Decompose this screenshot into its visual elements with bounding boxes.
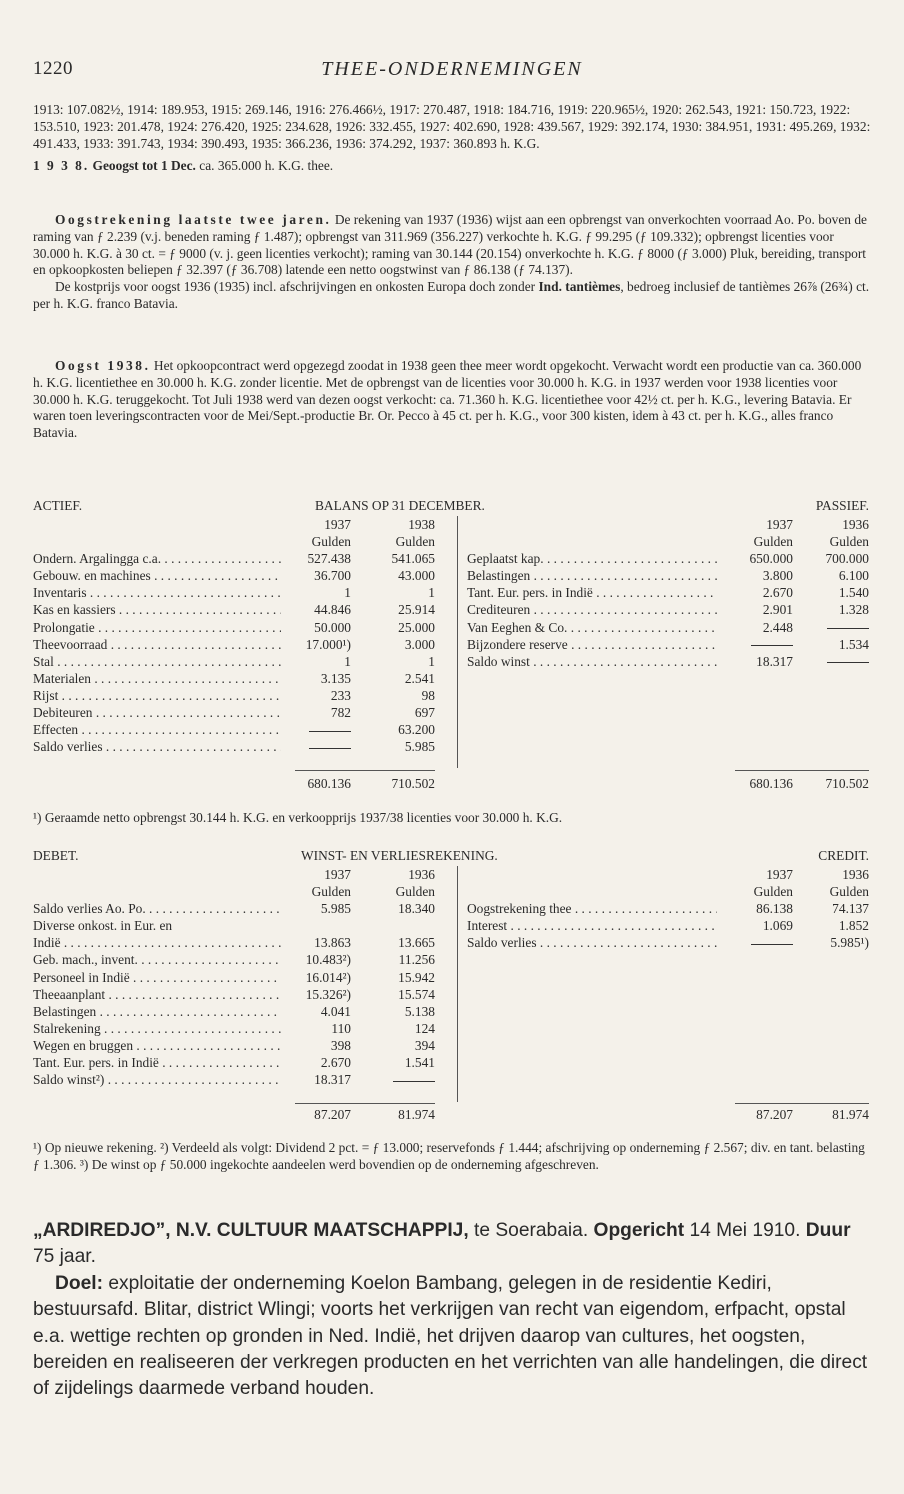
balance-row xyxy=(33,738,871,755)
harvest-1938-section xyxy=(33,358,871,442)
balance-right-label: Geplaatst kap. . . . xyxy=(467,550,717,567)
balance-left-value-1: 1 xyxy=(344,653,351,669)
pl-left-value-2: 15.942 xyxy=(398,969,435,985)
pl-total-left-2: 81.974 xyxy=(398,1107,435,1123)
balance-left-value-2: 25.914 xyxy=(398,602,435,618)
balance-left-value-1 xyxy=(283,721,351,738)
year-1938-label: 1 9 3 8. xyxy=(33,158,90,174)
pl-total-left-1: 87.207 xyxy=(314,1107,351,1123)
pl-left-value-1: 398 xyxy=(330,1037,351,1053)
pl-left-value-2: 1.541 xyxy=(404,1055,435,1071)
pl-rows xyxy=(33,900,871,1088)
pl-left-total-rule xyxy=(295,1103,435,1104)
balance-right-label: Crediteuren . . . xyxy=(467,601,717,618)
balance-left-label: Gebouw. en machines . . . xyxy=(33,567,281,584)
pl-right-label: Interest . . . xyxy=(467,917,717,934)
pl-left-label: Diverse onkost. in Eur. en xyxy=(33,918,173,934)
pl-total-right-1: 87.207 xyxy=(756,1107,793,1123)
pl-left-value-2: 124 xyxy=(414,1020,435,1036)
balance-rows xyxy=(33,550,871,755)
balance-row xyxy=(33,550,871,567)
harvest-account-paragraph xyxy=(33,212,871,279)
founded-date: 14 Mei 1910. xyxy=(689,1220,801,1241)
pl-row xyxy=(33,986,871,1003)
pl-footnote: ¹) Op nieuwe rekening. ²) Verdeeld als volgt: Dividend 2 pct. = ƒ 13.000; reservefonds ƒ 1.444; afschrijving op onderneming ƒ 2.567; div. en tant. belasting ƒ 1.306. ³) De winst op ƒ 50.000 ingekochte aandeelen werd bovendien op de onderneming afgeschreven. xyxy=(33,1140,865,1172)
balance-left-value-2: 5.985 xyxy=(404,739,435,755)
pl-row xyxy=(33,1037,871,1054)
balance-right-value-2: 1.328 xyxy=(838,602,869,618)
balance-row xyxy=(33,704,871,721)
balance-right-value-2: 1.534 xyxy=(838,636,869,652)
balance-left-value-2: 1 xyxy=(428,653,435,669)
pl-left-value-1: 13.863 xyxy=(314,935,351,951)
balance-left-value-2: 3.000 xyxy=(404,636,435,652)
pl-left-label: Saldo winst²) . . . xyxy=(33,1071,281,1088)
pl-left-value-2: 18.340 xyxy=(398,901,435,917)
balance-left-value-2: 98 xyxy=(421,687,435,703)
nil-dash xyxy=(827,628,869,629)
pl-row xyxy=(33,1020,871,1037)
production-history xyxy=(33,102,871,175)
pl-left-label: Wegen en bruggen . . . xyxy=(33,1037,281,1054)
harvest-1938-text: Het opkoopcontract werd opgezegd zoodat in 1938 geen thee meer wordt opgekocht. Verwacht wordt een productie van ca. 360.000 h. K.G. licentiethee en 30.000 h. K.G. zonder licentie. Met de opbrengst van de licenties voor 30.000 h. K.G. in 1937 werden voor 1938 licenties voor 30.000 h. K.G. teruggekocht. Tot Juli 1938 werd van dezen oogst verkocht: ca. 71.360 h. K.G. licentiethee voor 42½ ct. per h. K.G., levering Batavia. Er waren toen leveringscontracten voor de Mei/Sept.-productie Br. Or. Pecco à 45 ct. per h. K.G., voor 300 kisten, idem à 43 ct. per h. K.G., alles franco Batavia. xyxy=(33,358,862,441)
year-1938-text: ca. 365.000 h. K.G. thee. xyxy=(199,158,334,174)
balance-right-label: Saldo winst . . . xyxy=(467,653,717,670)
balance-left-label: Stal . . . xyxy=(33,653,281,670)
balance-left-value-1: 1 xyxy=(344,585,351,601)
harvest-1938-heading: Oogst 1938. xyxy=(55,358,151,373)
pl-left-title: DEBET. xyxy=(33,848,79,863)
pl-left-label: Saldo verlies Ao. Po. . . . xyxy=(33,900,281,917)
pl-year-2: 1936 xyxy=(408,867,435,882)
pl-row xyxy=(33,900,871,917)
pl-row xyxy=(33,1003,871,1020)
balance-left-label: Ondern. Argalingga c.a. . . . xyxy=(33,550,281,567)
pl-row xyxy=(33,917,871,934)
balance-right-total-rule xyxy=(735,770,869,771)
balance-total-right-1: 680.136 xyxy=(749,776,793,792)
balance-left-title: ACTIEF. xyxy=(33,498,83,513)
balance-right-value-1: 18.317 xyxy=(756,653,793,669)
pl-left-value-2: 5.138 xyxy=(404,1003,435,1019)
pl-left-value-1: 10.483²) xyxy=(305,952,351,968)
pl-unit-row xyxy=(33,883,871,900)
nil-dash xyxy=(309,748,351,749)
balance-right-value-1: 2.448 xyxy=(762,619,793,635)
pl-right-year-2: 1936 xyxy=(842,867,869,882)
balance-row xyxy=(33,619,871,636)
balance-left-value-1: 527.438 xyxy=(307,551,351,567)
balance-row xyxy=(33,721,871,738)
balance-left-value-1: 44.846 xyxy=(314,602,351,618)
pl-left-label: Geb. mach., invent. . . . xyxy=(33,951,281,968)
pl-left-value-2: 15.574 xyxy=(398,986,435,1002)
pl-left-value-2: 13.665 xyxy=(398,935,435,951)
pl-left-value-1: 15.326²) xyxy=(305,986,351,1002)
balance-left-value-1: 50.000 xyxy=(314,619,351,635)
pl-left-value-2: 11.256 xyxy=(398,952,435,968)
balance-right-value-2 xyxy=(803,619,869,636)
pl-total-right-2: 81.974 xyxy=(832,1107,869,1123)
balance-left-label: Inventaris . . . xyxy=(33,584,281,601)
pl-row xyxy=(33,1054,871,1071)
pl-right-value-1: 1.069 xyxy=(762,918,793,934)
pl-left-label: Theeaanplant . . . xyxy=(33,986,281,1003)
balance-right-label: Van Eeghen & Co. . . . xyxy=(467,619,717,636)
running-title: THEE-ONDERNEMINGEN xyxy=(321,58,583,80)
balance-right-value-1: 2.901 xyxy=(762,602,793,618)
harvest-1938-paragraph xyxy=(33,358,871,442)
balance-left-value-1: 782 xyxy=(330,705,351,721)
pl-left-value-1: 16.014²) xyxy=(305,969,351,985)
balance-title-row xyxy=(33,498,871,516)
balance-year-1: 1937 xyxy=(324,517,351,532)
balance-unit-1: Gulden xyxy=(311,534,351,550)
nil-dash xyxy=(827,662,869,663)
pl-left-label: Indië . . . xyxy=(33,934,281,951)
production-history-text: 1913: 107.082½, 1914: 189.953, 1915: 269.146, 1916: 276.466½, 1917: 270.487, 1918: 184.716, 1919: 220.965½, 1920: 262.543, 1921: 150.723, 1922: 153.510, 1923: 201.478, 1924: 276.420, 1925: 234.628, 1926: 332.455, 1927: 402.690, 1928: 439.567, 1929: 392.174, 1930: 384.951, 1931: 495.269, 1932: 491.433, 1933: 391.743, 1934: 390.493, 1935: 366.236, 1936: 374.292, 1937: 360.893 h. K.G. xyxy=(33,102,871,151)
page-number: 1220 xyxy=(33,58,73,79)
balance-left-value-2: 697 xyxy=(414,705,435,721)
pl-row xyxy=(33,934,871,951)
pl-left-value-1: 5.985 xyxy=(320,901,351,917)
company-location: te Soerabaia. xyxy=(474,1220,589,1241)
purpose-text: exploitatie der onderneming Koelon Bambang, gelegen in de residentie Kediri, bestuursafd. Blitar, district Wlingi; voorts het verkrijgen van recht van eigendom, erfpacht, opstal e.a. wettige rechten op gronden in Ned. Indië, het drijven daarop van cultures, het oogsten, bereiden en realiseeren der verkregen producten en het verrichten van alle handelingen, die direct of zijdelings daarmede verband houden. xyxy=(33,1272,868,1400)
pl-right-label: Oogstrekening thee . . . xyxy=(467,900,717,917)
pl-right-value-2: 1.852 xyxy=(838,918,869,934)
pl-right-value-2: 5.985¹) xyxy=(830,935,869,951)
balance-row xyxy=(33,567,871,584)
balance-total-left-2: 710.502 xyxy=(391,776,435,792)
balance-right-year-2: 1936 xyxy=(842,517,869,532)
balance-row xyxy=(33,670,871,687)
balance-right-label: Belastingen . . . xyxy=(467,567,717,584)
balance-right-value-2: 1.540 xyxy=(838,585,869,601)
year-1938-heading: Geoogst tot 1 Dec. xyxy=(92,158,196,174)
pl-unit-1: Gulden xyxy=(311,884,351,900)
balance-left-value-2: 1 xyxy=(428,585,435,601)
balance-left-label: Saldo verlies . . . xyxy=(33,738,281,755)
cost-text-suffix: , bedroeg inclusief de tantièmes 26⅞ (26¾) ct. per h. K.G. franco Batavia. xyxy=(33,279,870,311)
company-entry xyxy=(33,1218,873,1403)
balance-total-left-1: 680.136 xyxy=(307,776,351,792)
balance-unit-row xyxy=(33,533,871,550)
harvest-account-section xyxy=(33,212,871,313)
pl-total-row xyxy=(33,1106,871,1123)
balance-year-2: 1938 xyxy=(408,517,435,532)
page-header xyxy=(33,58,871,88)
balance-right-value-2: 6.100 xyxy=(838,568,869,584)
balance-right-label: Tant. Eur. pers. in Indië . . . xyxy=(467,584,717,601)
balance-right-value-1: 3.800 xyxy=(762,568,793,584)
pl-right-total-rule xyxy=(735,1103,869,1104)
pl-left-value-1: 110 xyxy=(331,1020,351,1036)
pl-unit-4: Gulden xyxy=(829,884,869,900)
balance-left-value-2: 43.000 xyxy=(398,568,435,584)
pl-left-label: Tant. Eur. pers. in Indië . . . xyxy=(33,1054,281,1071)
balance-right-label: Bijzondere reserve . . . xyxy=(467,636,717,653)
cost-text-prefix: De kostprijs voor oogst 1936 (1935) incl. afschrijvingen en onkosten Europa doch zonder xyxy=(55,279,536,295)
balance-total-row xyxy=(33,775,871,792)
harvest-account-heading: Oogstrekening laatste twee jaren. xyxy=(55,212,332,227)
nil-dash xyxy=(751,944,793,945)
pl-right-value-2: 74.137 xyxy=(832,901,869,917)
pl-center-title: WINST- EN VERLIESREKENING. xyxy=(301,848,498,863)
balance-left-label: Prolongatie . . . xyxy=(33,619,281,636)
nil-dash xyxy=(751,645,793,646)
balance-year-row xyxy=(33,516,871,533)
pl-left-value-2: 394 xyxy=(414,1037,435,1053)
balance-row xyxy=(33,653,871,670)
balance-left-value-2: 541.065 xyxy=(391,551,435,567)
duration-value: 75 jaar. xyxy=(33,1246,96,1268)
balance-left-label: Debiteuren . . . xyxy=(33,704,281,721)
profit-loss-account xyxy=(33,848,871,1123)
balance-left-value-1: 17.000¹) xyxy=(305,636,351,652)
pl-left-label: Belastingen . . . xyxy=(33,1003,281,1020)
balance-left-value-2: 2.541 xyxy=(404,670,435,686)
pl-right-value-1: 86.138 xyxy=(756,901,793,917)
balance-right-value-2 xyxy=(803,653,869,670)
balance-unit-3: Gulden xyxy=(753,534,793,550)
year-1938-line xyxy=(33,158,871,175)
pl-left-label: Stalrekening . . . xyxy=(33,1020,281,1037)
balance-left-value-1: 233 xyxy=(330,687,351,703)
purpose-label: Doel: xyxy=(55,1272,103,1294)
balance-unit-2: Gulden xyxy=(395,534,435,550)
pl-right-label: Saldo verlies . . . xyxy=(467,934,717,951)
pl-divider xyxy=(457,866,458,1102)
balance-row xyxy=(33,687,871,704)
balance-right-value-1: 650.000 xyxy=(749,551,793,567)
pl-row xyxy=(33,1071,871,1088)
duration-label: Duur xyxy=(805,1220,851,1241)
pl-right-value-1 xyxy=(723,934,793,951)
balance-left-value-1: 36.700 xyxy=(314,568,351,584)
balance-footnote: ¹) Geraamde netto opbrengst 30.144 h. K.G. en verkoopprijs 1937/38 licenties voor 30.000 h. K.G. xyxy=(33,810,563,825)
balance-right-value-1 xyxy=(723,636,793,653)
pl-left-value-1: 4.041 xyxy=(320,1003,351,1019)
balance-left-label: Theevoorraad . . . xyxy=(33,636,281,653)
balance-left-value-1 xyxy=(283,738,351,755)
company-name: „ARDIREDJO”, N.V. CULTUUR MAATSCHAPPIJ, xyxy=(33,1220,469,1241)
nil-dash xyxy=(393,1081,435,1082)
pl-right-title: CREDIT. xyxy=(818,848,869,863)
pl-left-value-2 xyxy=(363,1071,435,1088)
balance-right-title: PASSIEF. xyxy=(815,498,869,513)
pl-left-label: Personeel in Indië . . . xyxy=(33,969,281,986)
balance-left-label: Kas en kassiers . . . xyxy=(33,601,281,618)
balance-row xyxy=(33,601,871,618)
balance-center-title: BALANS OP 31 DECEMBER. xyxy=(315,498,485,513)
nil-dash xyxy=(309,731,351,732)
harvest-account-text: De rekening van 1937 (1936) wijst aan een opbrengst van onverkochten voorraad Ao. Po. boven de raming van ƒ 2.239 (v.j. beneden raming ƒ 1.487); opbrengst van 311.969 (356.227) verkochte h. K.G. ƒ 99.295 (ƒ 109.332); opbrengst licenties voor 30.000 h. K.G. à 30 ct. = ƒ 9000 (v. j. geen licenties verkocht); raming van 30.144 (20.154) onverkochte h. K.G. ƒ 8000 (ƒ 3.000) Pluk, bereiding, transport en opkoopkosten beliepen ƒ 32.397 (ƒ 36.708) latende een netto oogstwinst van ƒ 86.138 (ƒ 74.137). xyxy=(33,212,867,278)
pl-left-value-1: 2.670 xyxy=(320,1055,351,1071)
balance-right-value-2: 700.000 xyxy=(825,551,869,567)
balance-left-total-rule xyxy=(295,770,435,771)
pl-row xyxy=(33,969,871,986)
balance-left-value-2: 25.000 xyxy=(398,619,435,635)
balance-row xyxy=(33,636,871,653)
balance-left-label: Materialen . . . xyxy=(33,670,281,687)
pl-year-row xyxy=(33,866,871,883)
balance-left-label: Rijst . . . xyxy=(33,687,281,704)
pl-unit-3: Gulden xyxy=(753,884,793,900)
pl-right-year-1: 1937 xyxy=(766,867,793,882)
cost-price-paragraph xyxy=(33,279,871,313)
balance-left-value-2: 63.200 xyxy=(398,722,435,738)
founded-label: Opgericht xyxy=(593,1220,685,1241)
balance-unit-4: Gulden xyxy=(829,534,869,550)
company-purpose xyxy=(33,1271,873,1403)
balance-divider xyxy=(457,516,458,768)
cost-text-bold: Ind. tantièmes xyxy=(538,279,621,295)
balance-row xyxy=(33,584,871,601)
pl-left-value-1: 18.317 xyxy=(314,1072,351,1088)
company-heading xyxy=(33,1218,873,1271)
balance-total-right-2: 710.502 xyxy=(825,776,869,792)
pl-unit-2: Gulden xyxy=(395,884,435,900)
balance-sheet xyxy=(33,498,871,792)
pl-title-row xyxy=(33,848,871,866)
balance-right-year-1: 1937 xyxy=(766,517,793,532)
balance-left-value-1: 3.135 xyxy=(320,670,351,686)
pl-row xyxy=(33,951,871,968)
balance-right-value-1: 2.670 xyxy=(762,585,793,601)
pl-year-1: 1937 xyxy=(324,867,351,882)
balance-left-label: Effecten . . . xyxy=(33,721,281,738)
